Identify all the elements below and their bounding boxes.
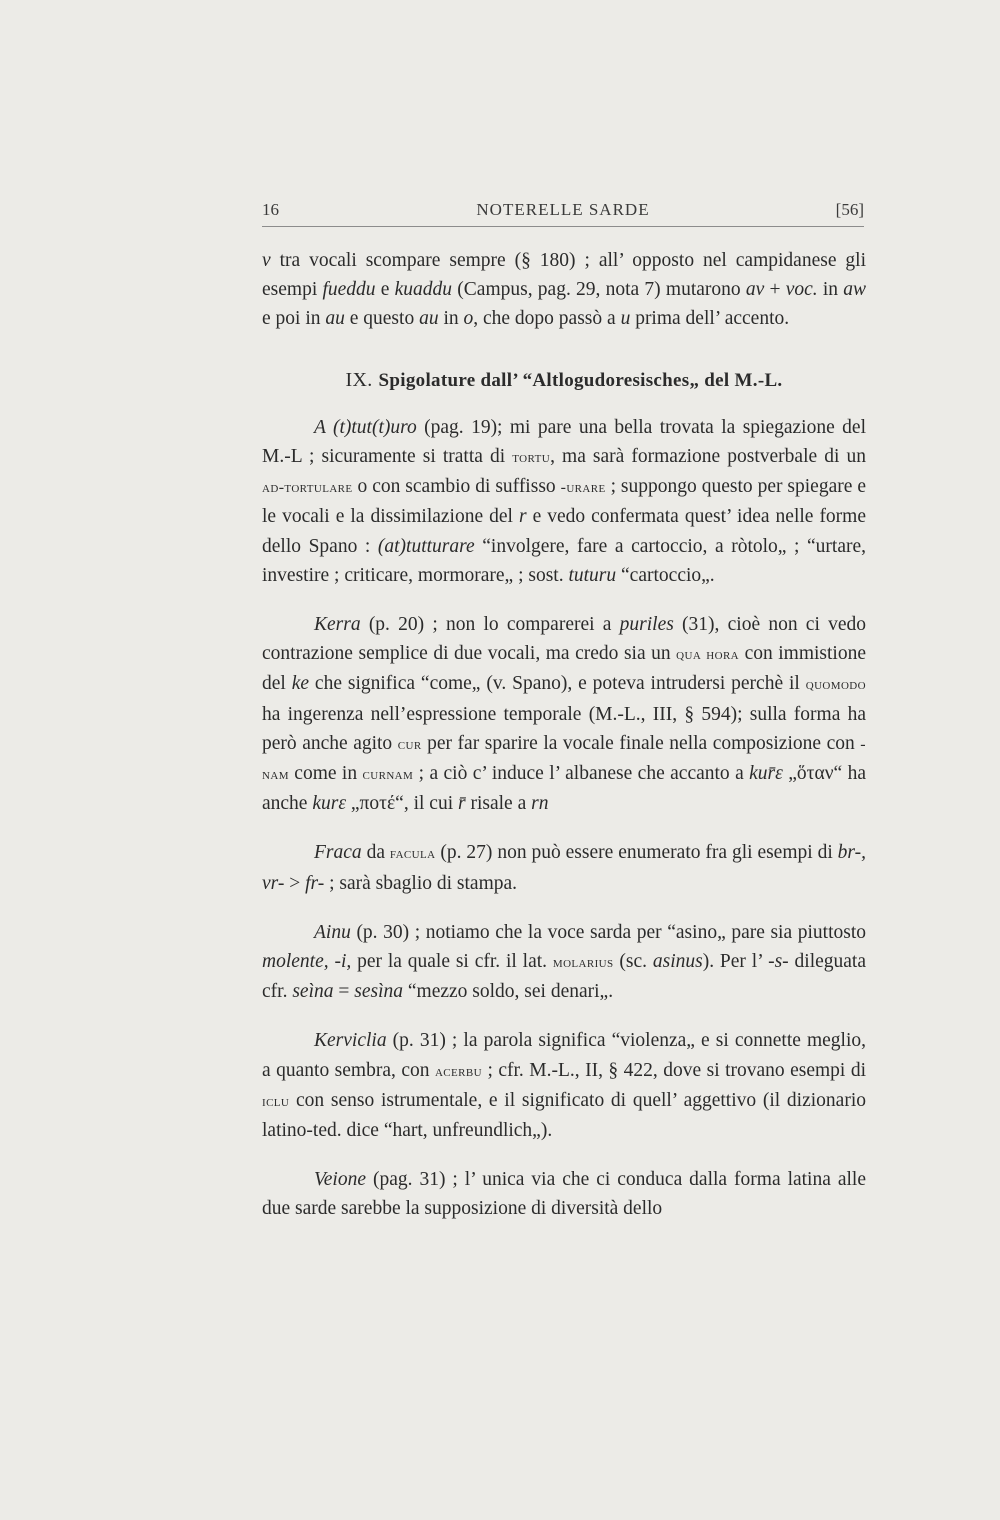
paragraph-fraca: Fraca da facula (p. 27) non può essere enumerato fra gli esempi di br-, vr- > fr- ; sarà sbaglio di stampa. — [262, 842, 866, 894]
paragraph-veione: Veione (pag. 31) ; l’ unica via che ci conduca dalla forma latina alle due sarde sarebbe la supposizione di diversità dello — [262, 1169, 866, 1220]
paragraph-kerviclia: Kerviclia (p. 31) ; la parola significa “violenza„ e si connette meglio, a quanto sembra, con acerbu ; cfr. M.-L., II, § 422, dove si trovano esempi di iclu con senso istrumentale, e il significato di quell’ aggettivo (il dizionario latino-ted. dice “hart, unfreundlich„). — [262, 1030, 866, 1142]
bracket-page-number: [56] — [835, 200, 864, 219]
paragraph-ainu: Ainu (p. 30) ; notiamo che la voce sarda per “asino„ pare sia piuttosto molente, -i, per la quale si cfr. il lat. molarius (sc. asinus). Per l’ -s- dileguata cfr. seìna = sesìna “mezzo soldo, sei denari„. — [262, 921, 866, 1003]
paragraph-kerra: Kerra (p. 20) ; non lo comparerei a puriles (31), cioè non ci vedo contrazione semplice di due vocali, ma credo sia un qua hora con immistione del ke che significa “come„ (v. Spano), e poteva intrudersi perchè il quomodo ha ingerenza nell’espressione temporale (M.-L., III, § 594); sulla forma ha però anche agito cur per far sparire la vocale finale nella composizione con -nam come in curnam ; a ciò c’ induce l’ albanese che accanto a kur̄ε „ὅταν“ ha anche kurε „ποτέ“, il cui r̄ risale a rn — [262, 614, 867, 815]
section-heading — [262, 366, 866, 395]
paragraph-tuturo: A (t)tut(t)uro (pag. 19); mi pare una bella trovata la spiegazione del M.-L ; sicuramente si tratta di tortu, ma sarà formazione postverbale di un ad-tortulare o con scambio di suffisso -urare ; suppongo questo per spiegare e le vocali e la dissimilazione del r e vedo confermata quest’ idea nelle forme dello Spano : (at)tutturare “involgere, fare a cartoccio, a ròtolo„ ; “urtare, investire ; criticare, mormorare„ ; sost. tuturu “cartoccio„. — [262, 416, 866, 586]
intro-paragraph: v tra vocali scompare sempre (§ 180) ; all’ opposto nel campidanese gli esempi fueddu e kuaddu (Campus, pag. 29, nota 7) mutarono av + voc. in aw e poi in au e questo au in o, che dopo passò a u prima dell’ accento. — [262, 250, 867, 330]
body-text — [262, 246, 866, 1224]
running-title: NOTERELLE SARDE — [476, 200, 650, 219]
header-rule — [262, 226, 864, 227]
page-number: 16 — [262, 200, 279, 219]
section-number: IX. — [345, 368, 373, 391]
section-title: Spigolature dall’ “Altlogudoresisches„ del M.-L. — [378, 369, 783, 391]
